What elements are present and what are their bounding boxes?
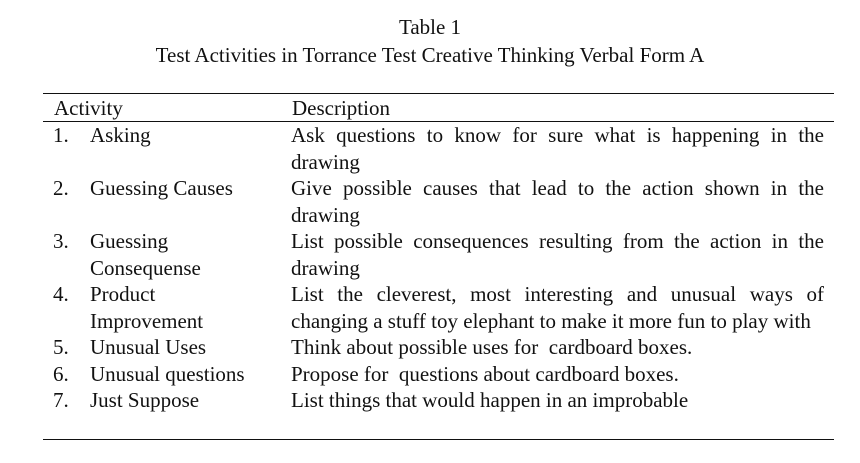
table-row: [43, 281, 834, 334]
table-label: Table 1: [398, 15, 462, 39]
table-row: [43, 334, 834, 361]
table-row: [43, 387, 834, 414]
row-number: 2.: [53, 176, 69, 200]
table-row: [43, 175, 834, 228]
table-body: [43, 122, 834, 414]
row-number: 4.: [53, 282, 69, 306]
table-row: [43, 361, 834, 388]
row-activity: Guessing Consequense: [90, 229, 201, 280]
table-row: [43, 122, 834, 175]
table-top-rule: [43, 93, 834, 94]
row-activity: Unusual Uses: [90, 335, 207, 359]
row-number: 6.: [53, 361, 69, 386]
row-activity: Just Suppose: [90, 388, 200, 412]
header-description: Description: [292, 96, 390, 120]
row-description: List the cleverest, most interesting and unusual ways of changing a stuff toy elephant to make it more fun to play with: [291, 282, 824, 333]
row-description: List things that would happen in an improbable: [291, 388, 689, 412]
header-activity: Activity: [54, 96, 123, 120]
table-bottom-rule: [43, 439, 834, 440]
row-description: Ask questions to know for sure what is happening in the drawing: [291, 123, 824, 174]
row-activity: Unusual questions: [90, 361, 245, 386]
row-number: 5.: [53, 335, 69, 359]
row-number: 3.: [53, 229, 69, 253]
row-activity: Asking: [90, 123, 151, 147]
table-title: Test Activities in Torrance Test Creative Thinking Verbal Form A: [155, 43, 705, 67]
row-activity: Product Improvement: [90, 282, 204, 333]
table-row: [43, 228, 834, 281]
row-description: Propose for questions about cardboard boxes.: [291, 361, 679, 386]
row-number: 7.: [53, 388, 69, 412]
row-activity: Guessing Causes: [90, 176, 233, 200]
row-number: 1.: [53, 123, 69, 147]
row-description: Give possible causes that lead to the action shown in the drawing: [291, 176, 824, 227]
row-description: Think about possible uses for cardboard boxes.: [291, 335, 693, 359]
row-description: List possible consequences resulting from the action in the drawing: [291, 229, 824, 280]
